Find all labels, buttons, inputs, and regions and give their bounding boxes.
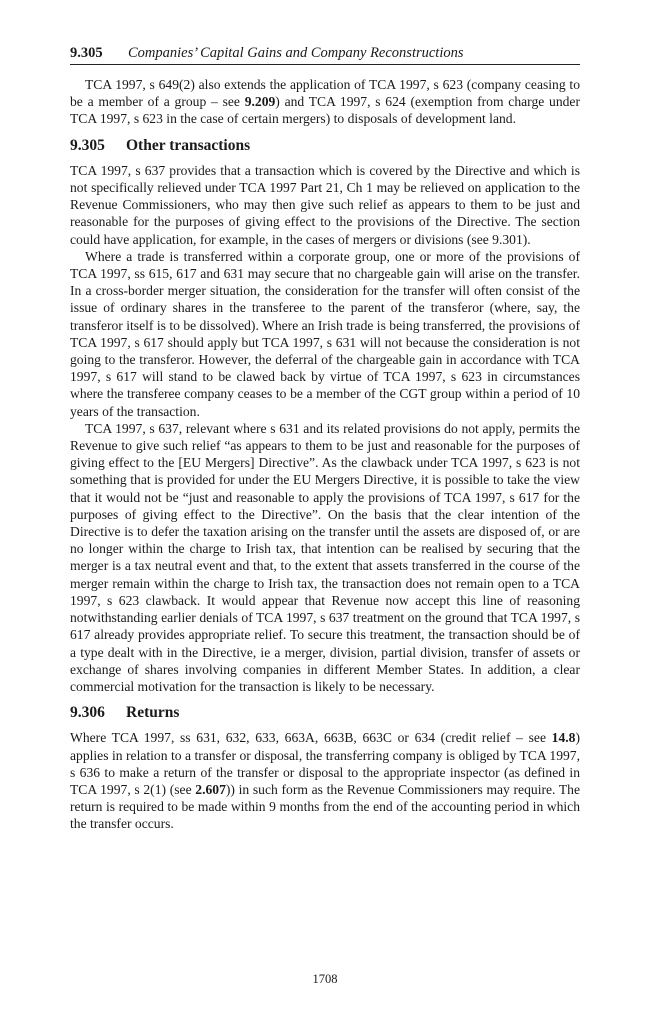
section-heading-9-305: [70, 137, 580, 154]
paragraph: TCA 1997, s 637 provides that a transaction which is covered by the Directive and which is not specifically relieved under TCA 1997 Part 21, Ch 1 may be relieved on application to the Revenue Commissioners, who may then give such relief as appears to them to be just and reasonable for the purposes of giving effect to the provisions of the Directive. The section could have application, for example, in the cases of mergers or divisions (see 9.301).: [70, 162, 580, 247]
intro-text-1: TCA 1997, s 649(2) also extends the application of TCA 1997, s 623 (company ceasing to be a member of a group – see: [70, 77, 580, 110]
returns-cross-reference-1: 14.8: [551, 730, 576, 746]
intro-paragraph: [70, 76, 580, 128]
header-section-number: 9.305: [70, 45, 103, 61]
section-number: 9.306: [70, 704, 105, 722]
running-header: [70, 40, 580, 65]
intro-text-2: ) and TCA 1997, s 624 (exemption from charge under TCA 1997, s 623 in the case of certain mergers) to disposals of development land.: [70, 94, 580, 127]
paragraph: [70, 729, 580, 832]
page-body: [70, 76, 580, 833]
intro-cross-reference: 9.209: [244, 94, 276, 110]
section-number: 9.305: [70, 136, 105, 154]
paragraph: TCA 1997, s 637, relevant where s 631 and its related provisions do not apply, permits the Revenue to give such relief “as appears to them to be just and reasonable for the purposes of giving effect to the [EU Mergers] Directive”. As the clawback under TCA 1997, s 623 is not something that is provided for under the EU Mergers Directive, it is possible to take the view that it would not be “just and reasonable to apply the provisions of TCA 1997, s 617 for the purposes of giving effect to the Directive”. On the basis that the clear intention of the Directive is to defer the taxation arising on the transfer until the assets are disposed of, or are no longer within the charge to Irish tax, that intention can be realised by securing that the merger is a tax neutral event and that, to the extent that assets transferred in the course of the merger remain within the charge to Irish tax, the transaction does not remain open to a TCA 1997, s 623 clawback. It would appear that Revenue now accept this line of reasoning notwithstanding earlier denials of TCA 1997, s 637 treatment on the ground that TCA 1997, s 617 already provides appropriate relief. To secure this treatment, the transaction should be of a type dealt with in the Directive, ie a merger, division, partial division, transfer of assets or exchange of shares involving companies in different Member States. In addition, a clear commercial motivation for the transaction is likely to be necessary.: [70, 420, 580, 694]
page-number: 1708: [312, 972, 338, 986]
returns-text-2: ) applies in relation to a transfer or disposal, the transferring company is obliged by TCA 1997, s 636 to make a return of the transfer or disposal to the appropriate inspector (as defined in TCA 1997, s 2(1) (see: [70, 730, 580, 797]
section-heading-9-306: [70, 704, 580, 721]
returns-text-3: )) in such form as the Revenue Commissioners may require. The return is required to be made within 9 months from the end of the accounting period in which the transfer occurs.: [70, 781, 581, 832]
paragraph: Where a trade is transferred within a corporate group, one or more of the provisions of TCA 1997, ss 615, 617 and 631 may secure that no chargeable gain will arise on the transfer. In a cross-border merger situation, the consideration for the transfer will often consist of the issue of ordinary shares in the transferee to the parent of the transferor (where, say, the transferor itself is to be dissolved). Where an Irish trade is being transferred, the provisions of TCA 1997, s 617 should apply but TCA 1997, s 631 will not because the consideration is not going to the transferor. However, the deferral of the chargeable gain in accordance with TCA 1997, s 617 will stand to be clawed back by virtue of TCA 1997, s 623 in circumstances where the transferee company ceases to be a member of the CGT group within a period of 10 years of the transaction.: [70, 248, 580, 419]
returns-cross-reference-2: 2.607: [195, 781, 226, 797]
section-title: Returns: [126, 704, 180, 722]
header-title: Companies’ Capital Gains and Company Reconstructions: [128, 45, 464, 61]
returns-text-1: Where TCA 1997, ss 631, 632, 633, 663A, 663B, 663C or 634 (credit relief – see: [70, 730, 552, 746]
section-title: Other transactions: [126, 136, 251, 154]
